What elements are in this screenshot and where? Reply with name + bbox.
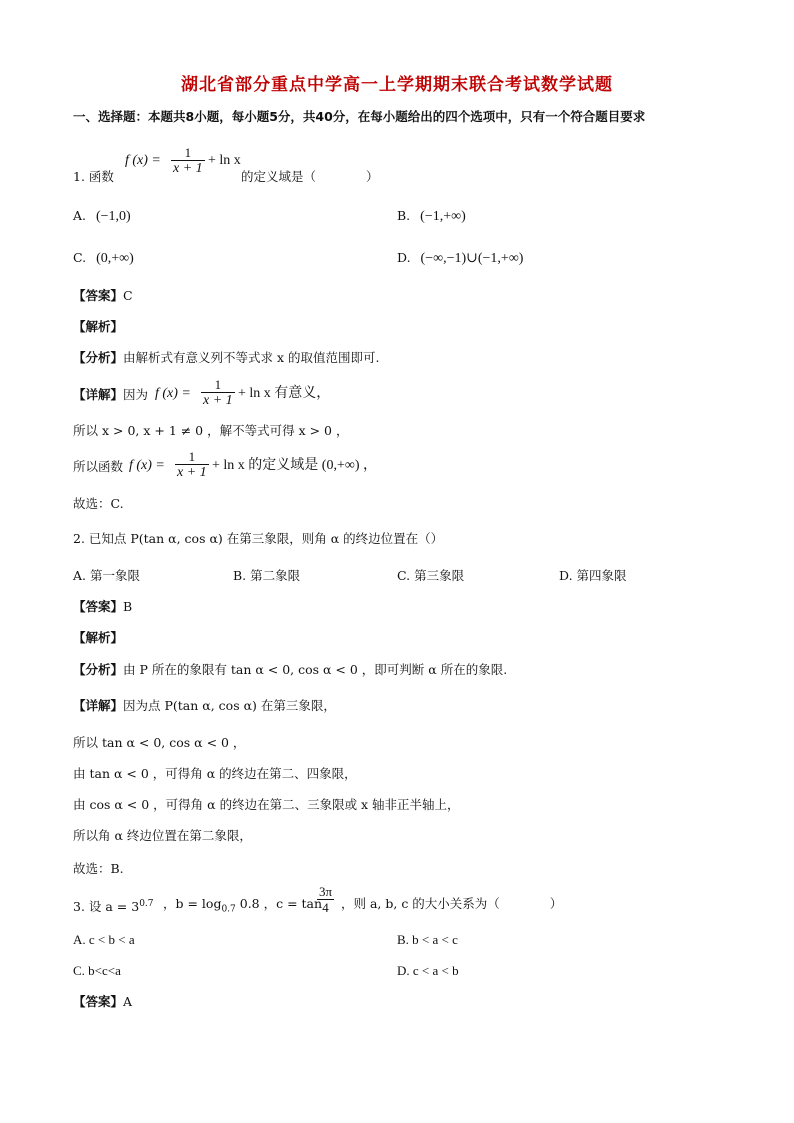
- q1-option-c-text: (0,+∞): [96, 251, 134, 266]
- q1-fraction: [171, 145, 205, 176]
- q3-option-b: B. b < a < c: [397, 932, 458, 947]
- q2-option-c: C. 第三象限: [397, 568, 465, 583]
- q1-xj1-fx: f (x) =: [155, 386, 191, 401]
- q1-xj3-den: x + 1: [177, 465, 207, 480]
- q2-xiangjie-4: 由 cos α < 0 ，可得角 α 的终边在第二、三象限或 x 轴非正半轴上，: [73, 797, 460, 812]
- q2-fenxi-tag: 【分析】: [73, 662, 124, 677]
- q1-xiangjie-tag: 【详解】: [73, 387, 124, 402]
- q1-option-c-label: C.: [73, 250, 87, 265]
- q1-answer: [73, 288, 133, 304]
- q2-fenxi-text: 由 P 所在的象限有 tan α < 0, cos α < 0 ，即可判断 α 所在的象限.: [123, 662, 508, 677]
- q1-option-b: [397, 208, 466, 225]
- q2-answer-tag: 【答案】: [73, 599, 124, 614]
- q1-fenxi-tag: 【分析】: [73, 350, 124, 365]
- q2-xiangjie-5: 所以角 α 终边位置在第二象限，: [73, 828, 252, 843]
- q2-xiangjie-1: [73, 698, 336, 714]
- q1-frac-num: 1: [184, 145, 192, 160]
- q2-analysis-tag: 【解析】: [73, 630, 124, 645]
- q1-xj3-b: + ln x 的定义域是 (0,+∞) ，: [212, 458, 377, 473]
- q3-part-b: [163, 896, 322, 918]
- q1-xj1-b: + ln x 有意义，: [238, 386, 331, 401]
- q1-answer-tag: 【答案】: [73, 288, 124, 303]
- q3-option-c: C. b<c<a: [73, 963, 121, 978]
- q1-xj1-num: 1: [214, 377, 222, 392]
- q3-frac-den: 4: [317, 899, 334, 915]
- q2-xj1-text: 因为点 P(tan α, cos α) 在第三象限，: [123, 698, 336, 713]
- q1-fenxi-text: 由解析式有意义列不等式求 x 的取值范围即可.: [123, 350, 380, 365]
- q1-xj1-den: x + 1: [203, 393, 233, 408]
- q1-xiangjie-4: 故选：C.: [73, 496, 124, 511]
- q1-prefix: 1. 函数: [73, 169, 114, 184]
- q1-option-b-text: (−1,+∞): [420, 209, 466, 224]
- q1-xj3-num: 1: [188, 449, 196, 464]
- q2-xiangjie-tag: 【详解】: [73, 698, 124, 713]
- q2-xiangjie-6: 故选：B.: [73, 861, 124, 876]
- q1-xj3-a: 所以函数: [73, 459, 124, 474]
- q1-xj1-fraction: [201, 377, 235, 408]
- q2-answer-value: B: [123, 599, 133, 614]
- q1-analysis-tag: 【解析】: [73, 319, 124, 334]
- q1-xj3-fraction: [175, 449, 209, 480]
- q2-fenxi: [73, 662, 507, 678]
- q1-option-d-label: D.: [397, 250, 411, 265]
- q3-c-def: 0.8 ，c = tan: [235, 896, 323, 911]
- q2-option-d: D. 第四象限: [559, 568, 627, 583]
- q3-log-base: 0.7: [221, 904, 236, 915]
- q2-xiangjie-3: 由 tan α < 0 ，可得角 α 的终边在第二、四象限，: [73, 766, 357, 781]
- q3-option-d: D. c < a < b: [397, 963, 459, 978]
- q1-frac-den: x + 1: [173, 161, 203, 176]
- q1-ln: + ln x: [208, 153, 241, 168]
- q3-answer-value: A: [123, 994, 133, 1009]
- q3-a-def: 3. 设 a = 3: [73, 899, 140, 915]
- q3-answer-tag: 【答案】: [73, 994, 124, 1009]
- q3-b-def: ，b = log: [163, 896, 222, 911]
- q1-fenxi: [73, 350, 380, 366]
- section-heading: 一、选择题：本题共8小题，每小题5分，共40分，在每小题给出的四个选项中，只有一个符合题目要求: [73, 109, 646, 124]
- q3-fraction: [317, 884, 334, 915]
- q2-xiangjie-2: 所以 tan α < 0, cos α < 0 ，: [73, 735, 246, 750]
- q1-fx: f (x) =: [125, 153, 161, 168]
- q1-xj3-fx: f (x) =: [129, 458, 165, 473]
- q1-option-c: [73, 250, 134, 267]
- q1-option-d: [397, 250, 523, 267]
- page-title: 湖北省部分重点中学高一上学期期末联合考试数学试题: [181, 75, 613, 95]
- q1-option-a-text: (−1,0): [96, 209, 131, 224]
- q2-option-b: B. 第二象限: [233, 568, 301, 583]
- q3-exponent: 0.7: [139, 899, 154, 909]
- q1-xiangjie-2: 所以 x > 0, x + 1 ≠ 0 ，解不等式可得 x > 0 ，: [73, 423, 349, 438]
- q1-option-b-label: B.: [397, 208, 411, 223]
- q3-option-a: A. c < b < a: [73, 932, 135, 947]
- q1-option-a: [73, 208, 131, 225]
- q3-frac-num: 3π: [319, 884, 333, 899]
- q2-option-a: A. 第一象限: [73, 568, 140, 583]
- q3-suffix: ，则 a, b, c 的大小关系为（ ）: [341, 896, 563, 911]
- q3-answer: [73, 994, 132, 1010]
- q1-option-d-text: (−∞,−1)∪(−1,+∞): [420, 251, 524, 266]
- q2-answer: [73, 599, 132, 615]
- q1-suffix: 的定义域是（ ）: [241, 169, 379, 184]
- q1-answer-value: C: [123, 288, 133, 303]
- q1-option-a-label: A.: [73, 208, 87, 223]
- question-2-stem: 2. 已知点 P(tan α, cos α) 在第三象限，则角 α 的终边位置在（）: [73, 531, 444, 546]
- q1-xj1-a: 因为: [123, 387, 149, 402]
- q3-part-a: [73, 896, 154, 915]
